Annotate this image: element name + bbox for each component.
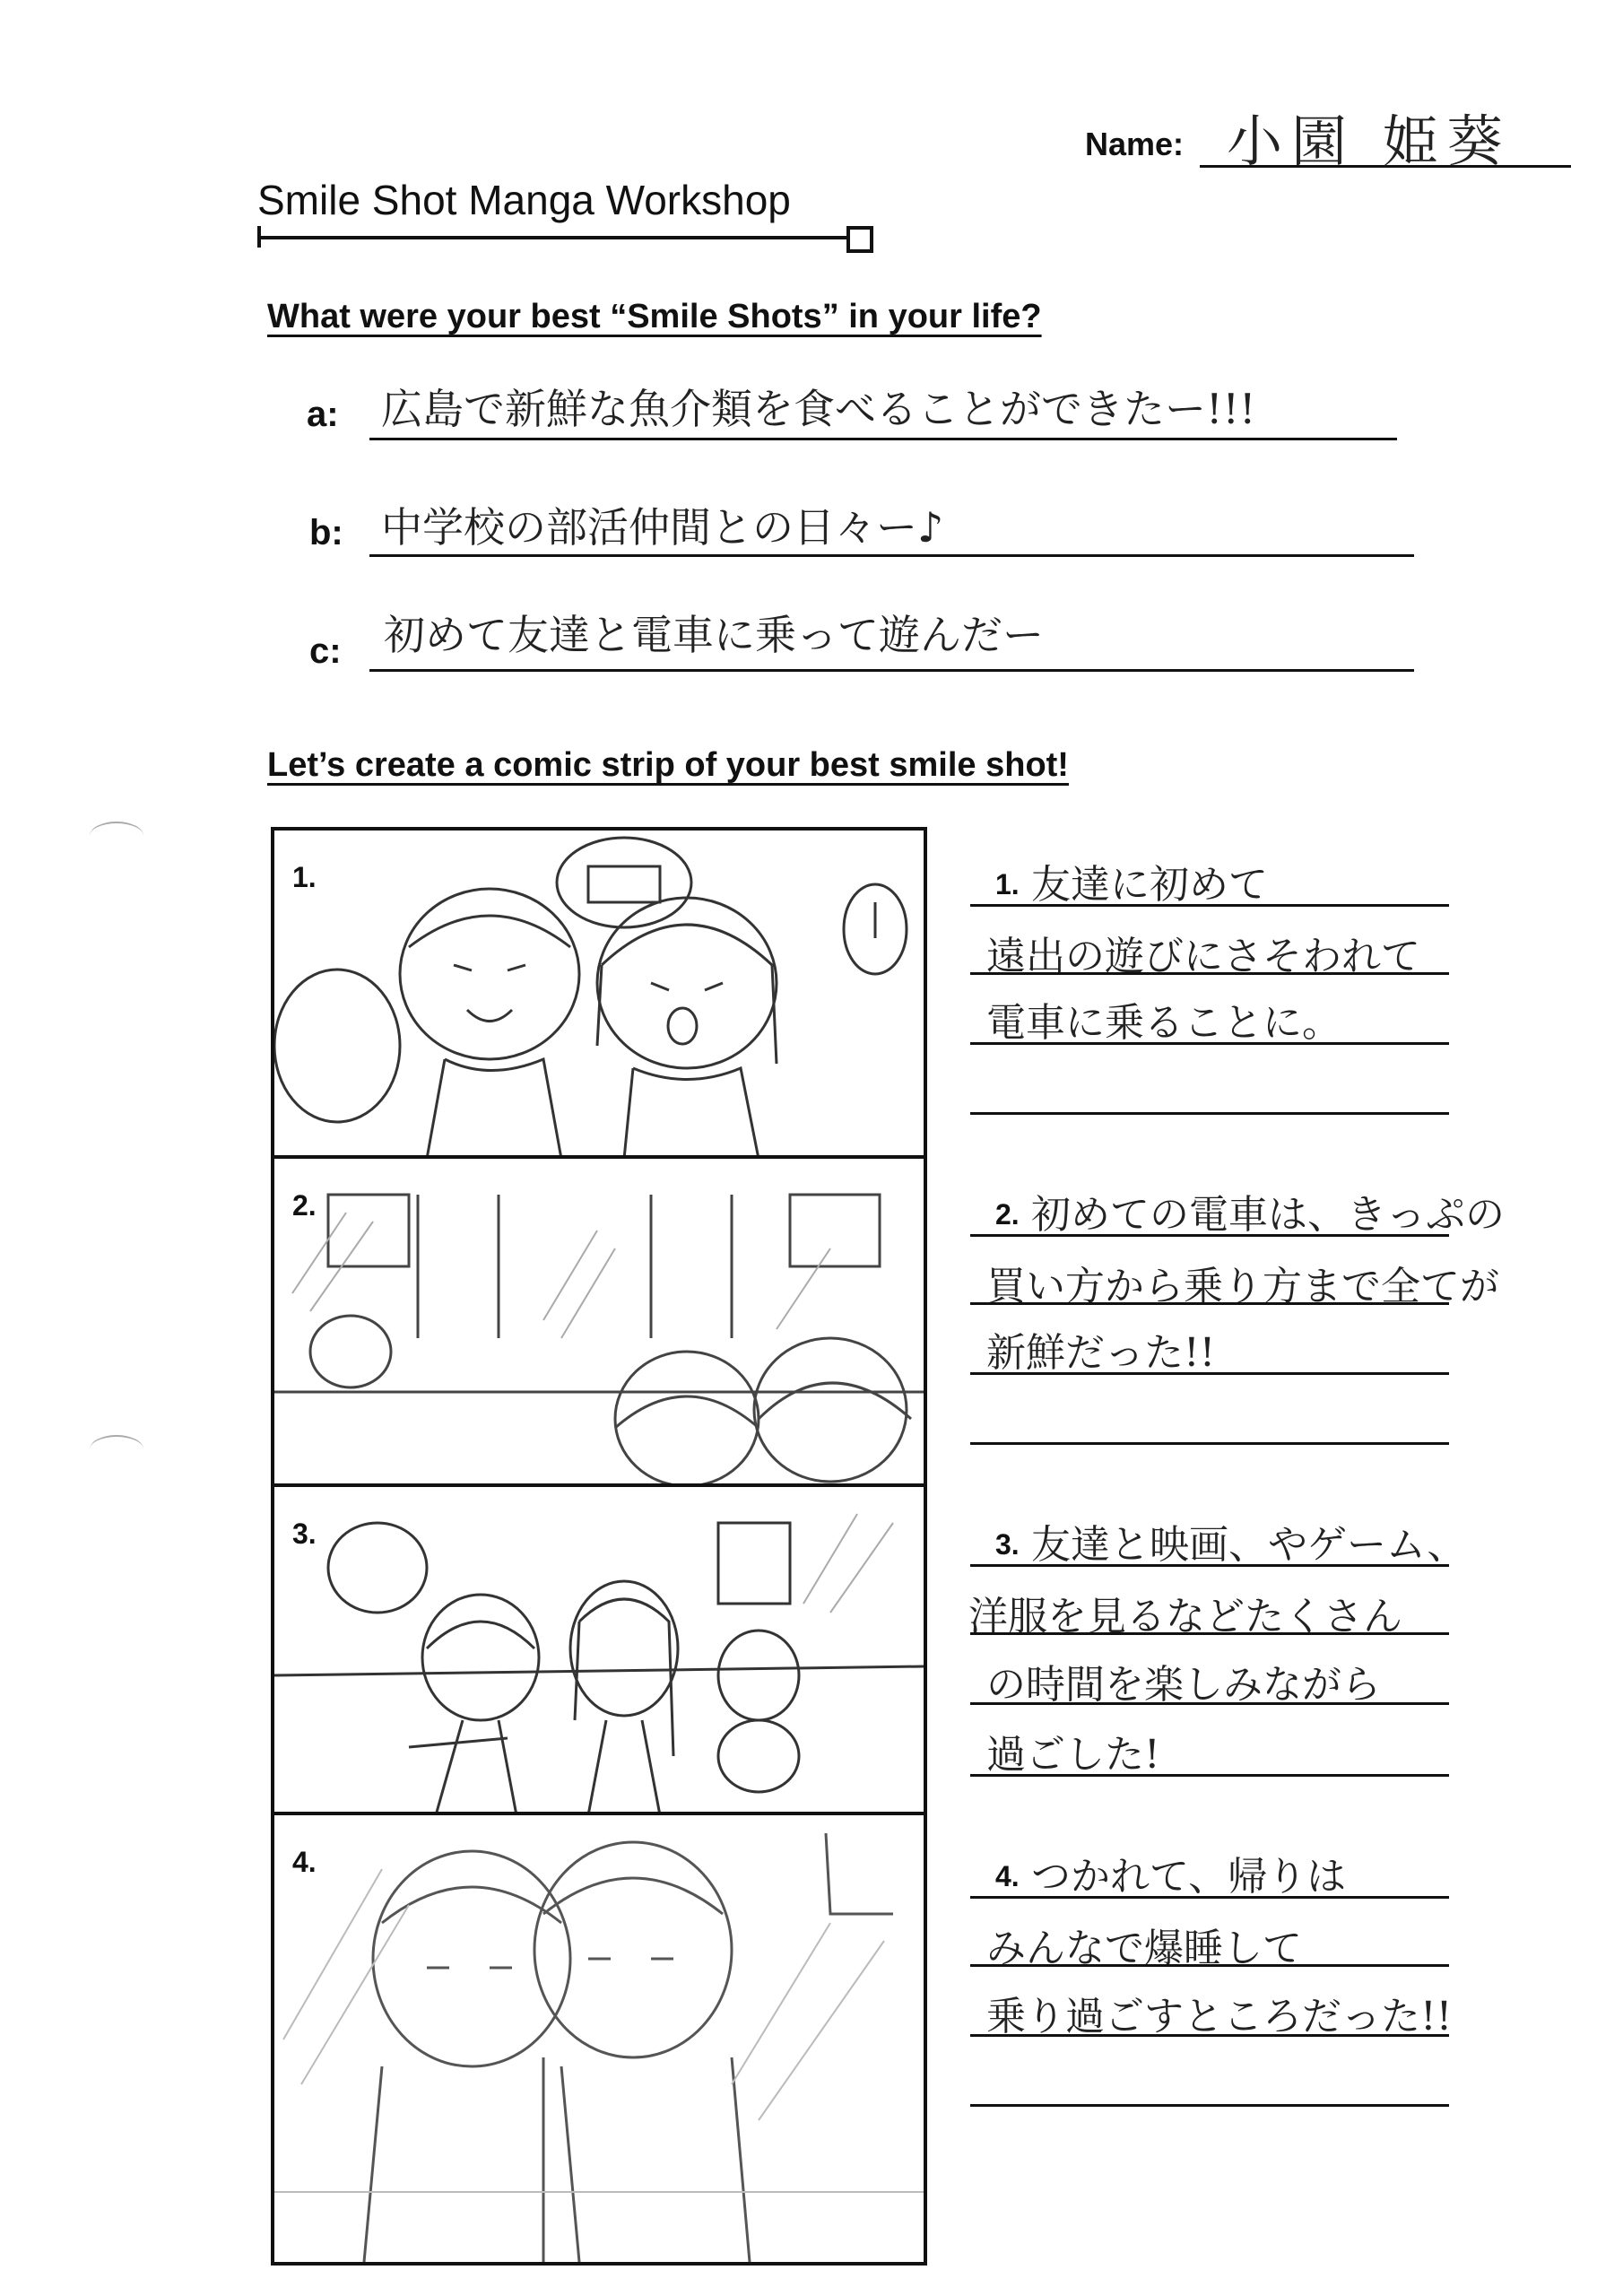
caption-rule <box>970 1302 1449 1305</box>
caption-line: 遠出の遊びにさそわれて <box>986 934 1420 979</box>
comic-panel-2 <box>274 1159 924 1487</box>
panel-number: 1. <box>292 861 317 893</box>
caption-line: 友達と映画、やゲーム、 <box>1031 1522 1467 1568</box>
comic-strip-heading: Let’s create a comic strip of your best smile shot! <box>267 746 1069 784</box>
caption-rule <box>970 1774 1449 1777</box>
comic-panel-4 <box>274 1815 924 2262</box>
caption-rule <box>970 1964 1449 1967</box>
comic-panel-3 <box>274 1487 924 1815</box>
comic-strip <box>271 827 927 2266</box>
punch-hole <box>90 822 143 850</box>
answer-a-letter: a: <box>307 395 339 434</box>
comic-panel-1 <box>274 831 924 1159</box>
caption-line: 買い方から乗り方まで全てが <box>986 1264 1499 1309</box>
caption-rule <box>970 1632 1449 1635</box>
caption-line: 過ごした! <box>986 1732 1160 1778</box>
caption-number: 4. <box>995 1860 1020 1892</box>
panel-2-drawing <box>274 1159 924 1487</box>
answer-b-line <box>369 554 1414 557</box>
answer-a-line <box>369 438 1397 440</box>
title-underline <box>257 236 869 239</box>
name-label: Name: <box>1085 126 1185 162</box>
caption-line: 乗り過ごすところだった!! <box>986 1994 1453 2039</box>
panel-number: 4. <box>292 1846 317 1878</box>
caption-rule <box>970 1042 1449 1045</box>
handwritten-name: 小園 姫葵 <box>1227 109 1512 174</box>
title-underline-end <box>846 226 873 253</box>
panel-1-drawing <box>274 831 924 1159</box>
caption-rule <box>970 1896 1449 1899</box>
answer-c-letter: c: <box>309 631 342 671</box>
caption-line: みんなで爆睡して <box>986 1926 1302 1971</box>
title-underline-cap <box>257 226 261 248</box>
answer-b-letter: b: <box>309 513 343 552</box>
caption-number: 2. <box>995 1198 1020 1231</box>
answer-c-line <box>369 669 1414 672</box>
caption-rule <box>970 1112 1449 1115</box>
caption-rule <box>970 1234 1449 1237</box>
panel-3-drawing <box>274 1487 924 1815</box>
caption-rule <box>970 1372 1449 1375</box>
answer-b-text: 中学校の部活仲間との日々ー♪ <box>381 503 944 552</box>
caption-line: つかれて、帰りは <box>1031 1854 1347 1900</box>
caption-rule <box>970 972 1449 975</box>
caption-rule <box>970 904 1449 907</box>
smile-shots-question: What were your best “Smile Shots” in your life? <box>267 298 1042 335</box>
caption-line: 洋服を見るなどたくさん <box>968 1594 1402 1639</box>
caption-line: 初めての電車は、きっぷの <box>1031 1192 1505 1238</box>
panel-number: 2. <box>292 1189 317 1222</box>
caption-rule <box>970 2034 1449 2037</box>
caption-rule <box>970 2104 1449 2107</box>
caption-rule <box>970 1564 1449 1567</box>
caption-line: 友達に初めて <box>1031 862 1268 908</box>
caption-line: 新鮮だった!! <box>986 1330 1216 1376</box>
caption-number: 1. <box>995 868 1020 900</box>
caption-rule <box>970 1702 1449 1705</box>
punch-hole <box>90 1435 143 1464</box>
caption-line: の時間を楽しみながら <box>986 1662 1381 1708</box>
page-title: Smile Shot Manga Workshop <box>257 177 791 223</box>
panel-4-drawing <box>274 1815 924 2262</box>
caption-rule <box>970 1442 1449 1445</box>
answer-c-text: 初めて友達と電車に乗って遊んだー <box>384 611 1044 659</box>
caption-line: 電車に乗ることに。 <box>986 1000 1341 1046</box>
answer-a-text: 広島で新鮮な魚介類を食べることができたー!!! <box>381 385 1256 433</box>
panel-number: 3. <box>292 1518 317 1550</box>
caption-number: 3. <box>995 1528 1020 1561</box>
